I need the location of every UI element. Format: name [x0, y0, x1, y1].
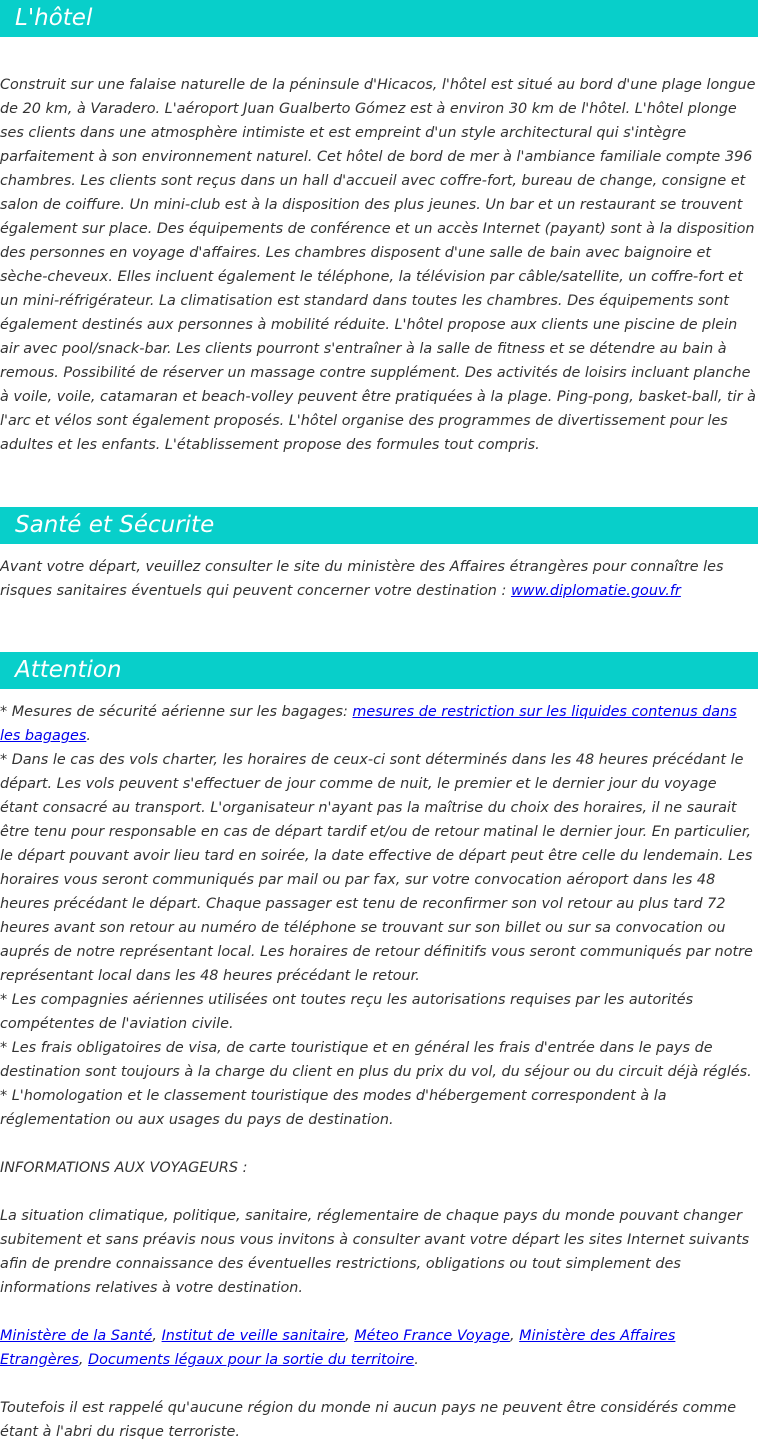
compagnies-notice: * Les compagnies aériennes utilisées ont toutes reçu les autorisations requises par les autorités compétentes de l'aviation civile. — [0, 992, 694, 1032]
spacer — [0, 1132, 758, 1156]
links-end: . — [414, 1352, 419, 1368]
spacer — [0, 1300, 758, 1324]
sante-description — [0, 555, 758, 603]
affaires-etrangeres-link[interactable]: Ministère des Affaires Etrangères — [0, 1328, 676, 1368]
diplomatie-link[interactable]: www.diplomatie.gouv.fr — [510, 583, 681, 599]
hotel-description: Construit sur une falaise naturelle de la péninsule d'Hicacos, l'hôtel est situé au bord d'une plage longue de 20 km, à Varadero. L'aéroport Juan Gualberto Gómez est à environ 30 km de l'hôtel. L'hôtel plonge ses clients dans une atmosphère intimiste et est empreint d'un style architectural qui s'intègre parfaitement à son environnement naturel. Cet hôtel de bord de mer à l'ambiance familiale compte 396 chambres. Les clients sont reçus dans un hall d'accueil avec coffre-fort, bureau de change, consigne et salon de coiffure. Un mini-club est à la disposition des plus jeunes. Un bar et un restaurant se trouvent également sur place. Des équipements de conférence et un accès Internet (payant) sont à la disposition des personnes en voyage d'affaires. Les chambres disposent d'une salle de bain avec baignoire et sèche-cheveux. Elles incluent également le téléphone, la télévision par câble/satellite, un coffre-fort et un mini-réfrigérateur. La climatisation est standard dans toutes les chambres. Des équipements sont également destinés aux personnes à mobilité réduite. L'hôtel propose aux clients une piscine de plein air avec pool/snack-bar. Les clients pourront s'entraîner à la salle de fitness et se détendre au bain à remous. Possibilité de réserver un massage contre supplément. Des activités de loisirs incluant planche à voile, voile, catamaran et beach-volley peuvent être pratiquées à la plage. Ping-pong, basket-ball, tir à l'arc et vélos sont également proposés. L'hôtel organise des programmes de divertissement pour les adultes et les enfants. L'établissement propose des formules tout compris. — [0, 77, 756, 453]
charter-notice: * Dans le cas des vols charter, les horaires de ceux-ci sont déterminés dans les 48 heures précédant le départ. Les vols peuvent s'effectuer de jour comme de nuit, le premier et le dernier jour du voyage étant consacré au transport. L'organisateur n'ayant pas la maîtrise du choix des horaires, il ne saurait être tenu pour responsable en cas de départ tardif et/ou de retour matinal le dernier jour. En particulier, le départ pouvant avoir lieu tard en soirée, la date effective de départ peut être celle du lendemain. Les horaires vous seront communiqués par mail ou par fax, sur votre convocation aéroport dans les 48 heures précédant le départ. Chaque passager est tenu de reconfirmer son vol retour au plus tard 72 heures avant son retour au numéro de téléphone se trouvant sur son billet ou sur sa convocation ou auprés de notre représentant local. Les horaires de retour définitifs vous seront communiqués par notre représentant local dans les 48 heures précédant le retour. — [0, 752, 753, 984]
spacer — [0, 1372, 758, 1396]
attention-section-title: Attention — [0, 652, 758, 689]
sante-ministry-link[interactable]: Ministère de la Santé — [0, 1328, 153, 1344]
documents-legaux-link[interactable]: Documents légaux pour la sortie du territoire — [88, 1352, 415, 1368]
sante-section-title: Santé et Sécurite — [0, 507, 758, 544]
informations-title: INFORMATIONS AUX VOYAGEURS : — [0, 1160, 248, 1176]
terrorisme-notice: Toutefois il est rappelé qu'aucune région du monde ni aucun pays ne peuvent être considérés comme étant à l'abri du risque terroriste. — [0, 1400, 737, 1440]
meteo-france-link[interactable]: Méteo France Voyage — [354, 1328, 510, 1344]
liquides-restriction-link[interactable]: mesures de restriction sur les liquides contenus dans les bagages — [0, 704, 737, 744]
bagages-suffix: . — [86, 728, 91, 744]
frais-notice: * Les frais obligatoires de visa, de carte touristique et en général les frais d'entrée dans le pays de destination sont toujours à la charge du client en plus du prix du vol, du séjour ou du circuit déjà réglés. — [0, 1040, 752, 1080]
link-separator: , — [152, 1328, 162, 1344]
attention-content — [0, 700, 758, 1444]
useful-links — [0, 1324, 758, 1372]
hotel-section-title: L'hôtel — [0, 0, 758, 37]
veille-sanitaire-link[interactable]: Institut de veille sanitaire — [161, 1328, 346, 1344]
spacer — [0, 1180, 758, 1204]
link-separator: , — [78, 1352, 89, 1368]
homologation-notice: * L'homologation et le classement touristique des modes d'hébergement correspondent à la réglementation ou aux usages du pays de destination. — [0, 1088, 667, 1128]
link-separator: , — [509, 1328, 520, 1344]
sante-text: Avant votre départ, veuillez consulter le site du ministère des Affaires étrangères pour connaître les risques sanitaires éventuels qui peuvent concerner votre destination : — [0, 559, 724, 599]
bagages-text: * Mesures de sécurité aérienne sur les bagages: — [0, 704, 353, 720]
situation-notice: La situation climatique, politique, sanitaire, réglementaire de chaque pays du monde pouvant changer subitement et sans préavis nous vous invitons à consulter avant votre départ les sites Internet suivants afin de prendre connaissance des éventuelles restrictions, obligations ou tout simplement des informations relatives à votre destination. — [0, 1208, 750, 1296]
link-separator: , — [345, 1328, 355, 1344]
bagages-notice — [0, 700, 758, 748]
